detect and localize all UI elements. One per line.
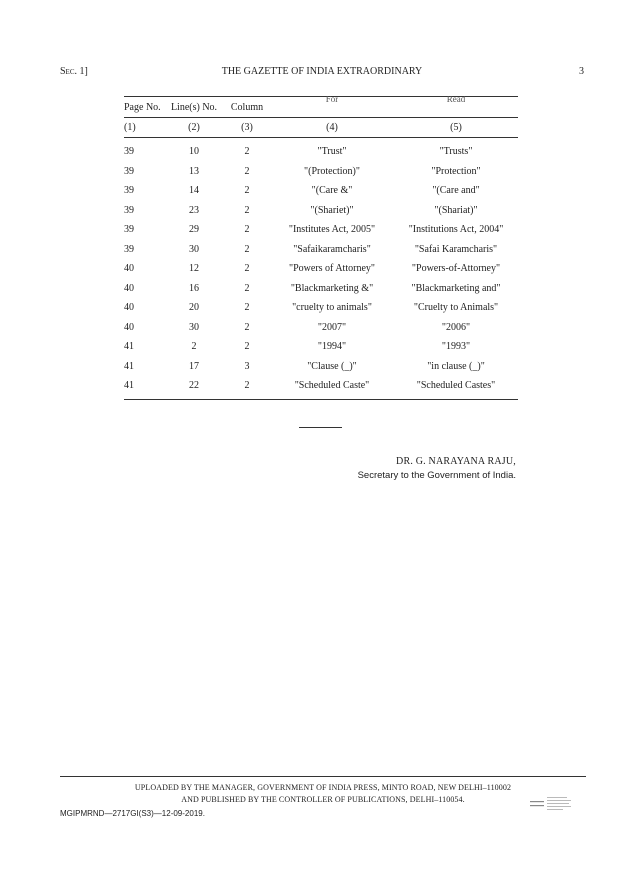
cell-page-no: 40 — [124, 282, 134, 294]
cell-page-no: 39 — [124, 224, 134, 236]
cell-read: "Blackmarketing and" — [411, 282, 501, 294]
cell-column: 2 — [244, 185, 250, 197]
footer-imprint — [60, 782, 586, 806]
table-row — [124, 376, 518, 399]
publication-code: MGIPMRND—2717GI(S3)—12-09-2019. — [60, 809, 205, 818]
cell-for: "Institutes Act, 2005" — [288, 224, 376, 236]
cell-read: "(Shariat)" — [434, 204, 478, 216]
table-row — [124, 162, 518, 182]
table-row — [124, 240, 518, 260]
table-header-row — [124, 97, 518, 118]
footer-divider — [60, 776, 586, 777]
table-row — [124, 138, 518, 162]
errata-table — [124, 96, 518, 400]
cell-page-no: 40 — [124, 263, 134, 275]
col-header-for: For — [325, 96, 339, 103]
cell-read: "Cruelty to Animals" — [413, 302, 499, 314]
section-label: Sec. 1] — [60, 66, 88, 77]
gazette-title: THE GAZETTE OF INDIA EXTRAORDINARY — [221, 66, 423, 77]
cell-for: "Blackmarketing &" — [290, 282, 374, 294]
cell-for: "(Care &" — [311, 185, 353, 197]
cell-page-no: 41 — [124, 380, 134, 392]
cell-line-no: 29 — [189, 224, 199, 236]
cell-page-no: 39 — [124, 146, 134, 158]
cell-for: "(Protection)" — [304, 165, 360, 177]
col-header-line-no: Line(s) No. — [170, 101, 218, 113]
cell-page-no: 39 — [124, 204, 134, 216]
footer-line-1: UPLOADED BY THE MANAGER, GOVERNMENT OF INDIA PRESS, MINTO ROAD, NEW DELHI–110002 — [134, 783, 512, 792]
table-row — [124, 298, 518, 318]
cell-line-no: 23 — [189, 204, 199, 216]
cell-for: "Powers of Attorney" — [289, 263, 375, 275]
table-row — [124, 259, 518, 279]
cell-for: "Scheduled Caste" — [294, 380, 370, 392]
col-number-1: (1) — [124, 118, 164, 138]
cell-page-no: 40 — [124, 321, 134, 333]
cell-line-no: 30 — [189, 243, 199, 255]
cell-line-no: 17 — [189, 360, 199, 372]
cell-line-no: 30 — [189, 321, 199, 333]
cell-page-no: 39 — [124, 243, 134, 255]
cell-read: "1993" — [441, 341, 471, 353]
cell-column: 2 — [244, 282, 250, 294]
cell-for: "Clause (_)" — [307, 360, 357, 372]
cell-for: "2007" — [317, 321, 347, 333]
cell-column: 2 — [244, 165, 250, 177]
signatory-designation: Secretary to the Government of India. — [357, 470, 516, 481]
page-header — [60, 66, 584, 80]
cell-line-no: 13 — [189, 165, 199, 177]
cell-read: "Trusts" — [439, 146, 473, 158]
table-column-number-row — [124, 118, 518, 138]
cell-for: "cruelty to animals" — [292, 302, 372, 314]
cell-column: 2 — [244, 224, 250, 236]
cell-read: "(Care and" — [432, 185, 480, 197]
cell-line-no: 10 — [189, 146, 199, 158]
cell-column: 2 — [244, 146, 250, 158]
cell-page-no: 39 — [124, 165, 134, 177]
cell-page-no: 40 — [124, 302, 134, 314]
cell-column: 3 — [244, 360, 250, 372]
signature-block — [358, 456, 516, 481]
table-row — [124, 279, 518, 299]
cell-column: 2 — [244, 302, 250, 314]
table-row — [124, 220, 518, 240]
signatory-name: DR. G. NARAYANA RAJU, — [396, 456, 516, 467]
page-number: 3 — [579, 66, 584, 77]
errata-table-body — [124, 138, 518, 400]
cell-column: 2 — [244, 263, 250, 275]
cell-line-no: 22 — [189, 380, 199, 392]
col-number-2: (2) — [164, 118, 224, 138]
errata-table-container — [124, 96, 518, 400]
footer-line-2: AND PUBLISHED BY THE CONTROLLER OF PUBLICATIONS, DELHI–110054. — [181, 795, 465, 804]
cell-column: 2 — [244, 321, 250, 333]
cell-page-no: 41 — [124, 341, 134, 353]
cell-for: "1994" — [317, 341, 347, 353]
cell-column: 2 — [244, 341, 250, 353]
cell-for: "Safaikaramcharis" — [293, 243, 371, 255]
col-header-read: Read — [446, 96, 466, 103]
col-header-page-no: Page No. — [124, 101, 161, 113]
cell-page-no: 41 — [124, 360, 134, 372]
section-divider — [299, 427, 342, 428]
table-row — [124, 201, 518, 221]
cell-column: 2 — [244, 204, 250, 216]
col-number-5: (5) — [394, 118, 518, 138]
cell-for: "Trust" — [317, 146, 347, 158]
cell-read: "Powers-of-Attorney" — [411, 263, 501, 275]
cell-column: 2 — [244, 243, 250, 255]
cell-line-no: 2 — [191, 341, 197, 353]
table-row — [124, 318, 518, 338]
cell-line-no: 16 — [189, 282, 199, 294]
col-number-4: (4) — [270, 118, 394, 138]
table-row — [124, 357, 518, 377]
cell-for: "(Shariet)" — [310, 204, 354, 216]
cell-page-no: 39 — [124, 185, 134, 197]
col-header-column: Column — [230, 101, 264, 113]
cell-read: "Protection" — [431, 165, 481, 177]
cell-read: "Safai Karamcharis" — [414, 243, 498, 255]
cell-read: "Institutions Act, 2004" — [408, 224, 504, 236]
cell-read: "in clause (_)" — [427, 360, 485, 372]
cell-line-no: 12 — [189, 263, 199, 275]
table-row — [124, 337, 518, 357]
cell-line-no: 20 — [189, 302, 199, 314]
cell-read: "2006" — [441, 321, 471, 333]
digital-signature-stamp-icon — [530, 795, 572, 813]
col-number-3: (3) — [224, 118, 270, 138]
table-row — [124, 181, 518, 201]
cell-column: 2 — [244, 380, 250, 392]
cell-line-no: 14 — [189, 185, 199, 197]
cell-read: "Scheduled Castes" — [416, 380, 496, 392]
